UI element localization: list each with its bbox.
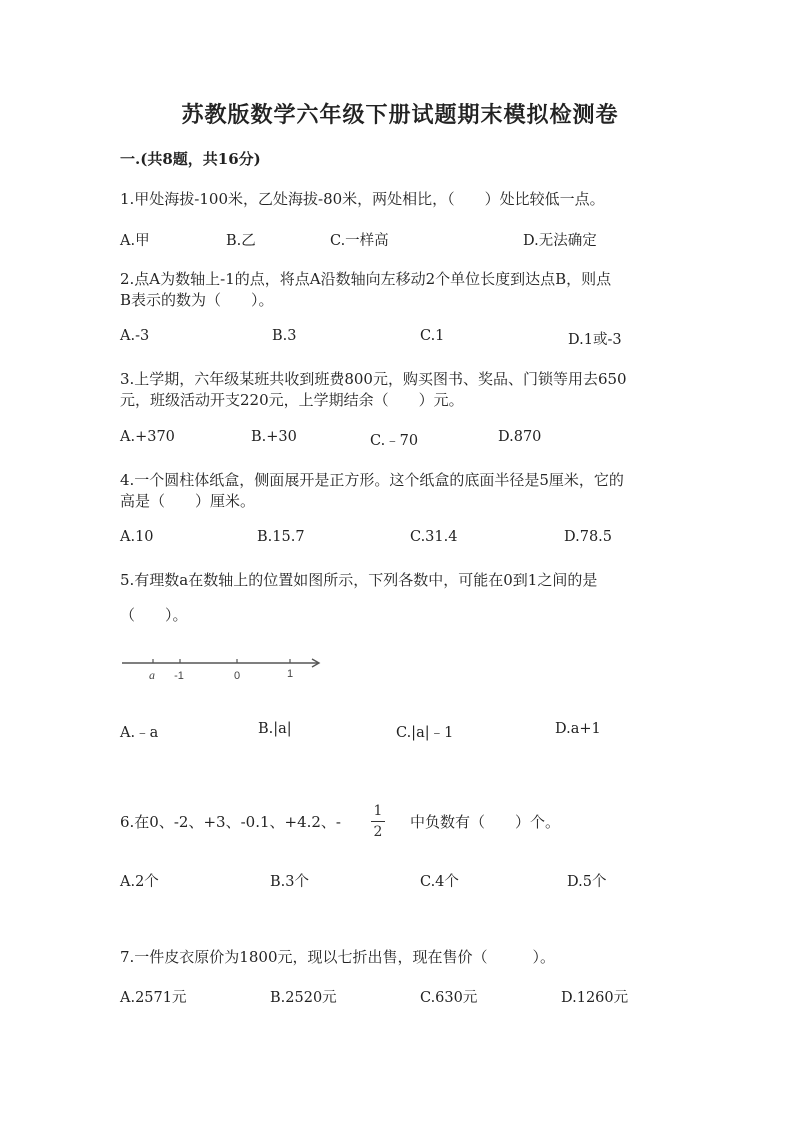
page-title: 苏教版数学六年级下册试题期末模拟检测卷 (181, 102, 619, 128)
q1-option-a: A.甲 (120, 233, 150, 249)
question-6-text-after: 中负数有（ ）个。 (410, 813, 561, 831)
q2-option-b: B.3 (272, 328, 297, 344)
question-6-text-before: 6.在0、-2、+3、-0.1、+4.2、- (120, 813, 341, 831)
q7-option-d: D.1260元 (561, 990, 629, 1006)
question-7-text: 7.一件皮衣原价为1800元，现以七折出售，现在售价（ ）。 (120, 948, 555, 966)
q6-option-b: B.3个 (270, 874, 309, 890)
q5-option-d: D.a+1 (555, 721, 601, 737)
question-2-line-1: 2.点A为数轴上-1的点，将点A沿数轴向左移动2个单位长度到达点B，则点 (120, 270, 612, 288)
question-3-line-1: 3.上学期，六年级某班共收到班费800元，购买图书、奖品、门锁等用去650 (120, 370, 627, 388)
q1-option-b: B.乙 (226, 233, 256, 249)
q3-option-d: D.870 (498, 429, 542, 445)
section-heading: 一.(共8题，共16分) (120, 150, 261, 168)
question-2-line-2: B表示的数为（ ）。 (120, 291, 274, 309)
q2-option-a: A.-3 (120, 328, 150, 344)
q6-option-c: C.4个 (420, 874, 459, 890)
fraction-numerator: 1 (373, 803, 383, 819)
fraction-one-half (371, 804, 385, 839)
label-1: 1 (286, 668, 294, 680)
q4-option-b: B.15.7 (257, 529, 305, 545)
label-0: 0 (233, 670, 241, 682)
question-1-text: 1.甲处海拔-100米，乙处海拔-80米，两处相比，（ ）处比较低一点。 (120, 190, 605, 208)
fraction-bar (371, 821, 385, 822)
question-4-line-2: 高是（ ）厘米。 (120, 492, 256, 510)
question-3-line-2: 元，班级活动开支220元，上学期结余（ ）元。 (120, 391, 464, 409)
q1-option-d: D.无法确定 (523, 233, 597, 249)
label-a: a (149, 668, 155, 682)
q6-option-a: A.2个 (120, 874, 159, 890)
q2-option-d: D.1或-3 (568, 332, 622, 348)
q5-option-c: C.|a|﹣1 (396, 725, 454, 741)
fraction-denominator: 2 (373, 824, 383, 840)
q7-option-c: C.630元 (420, 990, 478, 1006)
q7-option-b: B.2520元 (270, 990, 337, 1006)
q4-option-d: D.78.5 (564, 529, 613, 545)
q3-option-a: A.+370 (120, 429, 175, 445)
number-line-figure (120, 650, 330, 686)
question-4-line-1: 4.一个圆柱体纸盒，侧面展开是正方形。这个纸盒的底面半径是5厘米，它的 (120, 471, 624, 489)
question-5-line-2: （ ）。 (120, 606, 188, 624)
label-minus-1: -1 (174, 670, 184, 682)
q5-option-b: B.|a| (258, 721, 292, 737)
q3-option-b: B.+30 (251, 429, 297, 445)
q3-option-c: C.﹣70 (370, 433, 419, 449)
q4-option-c: C.31.4 (410, 529, 458, 545)
question-5-line-1: 5.有理数a在数轴上的位置如图所示，下列各数中，可能在0到1之间的是 (120, 571, 598, 589)
q7-option-a: A.2571元 (120, 990, 187, 1006)
q5-option-a: A.﹣a (120, 725, 159, 741)
q6-option-d: D.5个 (567, 874, 607, 890)
q1-option-c: C.一样高 (330, 233, 389, 249)
q4-option-a: A.10 (120, 529, 154, 545)
q2-option-c: C.1 (420, 328, 445, 344)
